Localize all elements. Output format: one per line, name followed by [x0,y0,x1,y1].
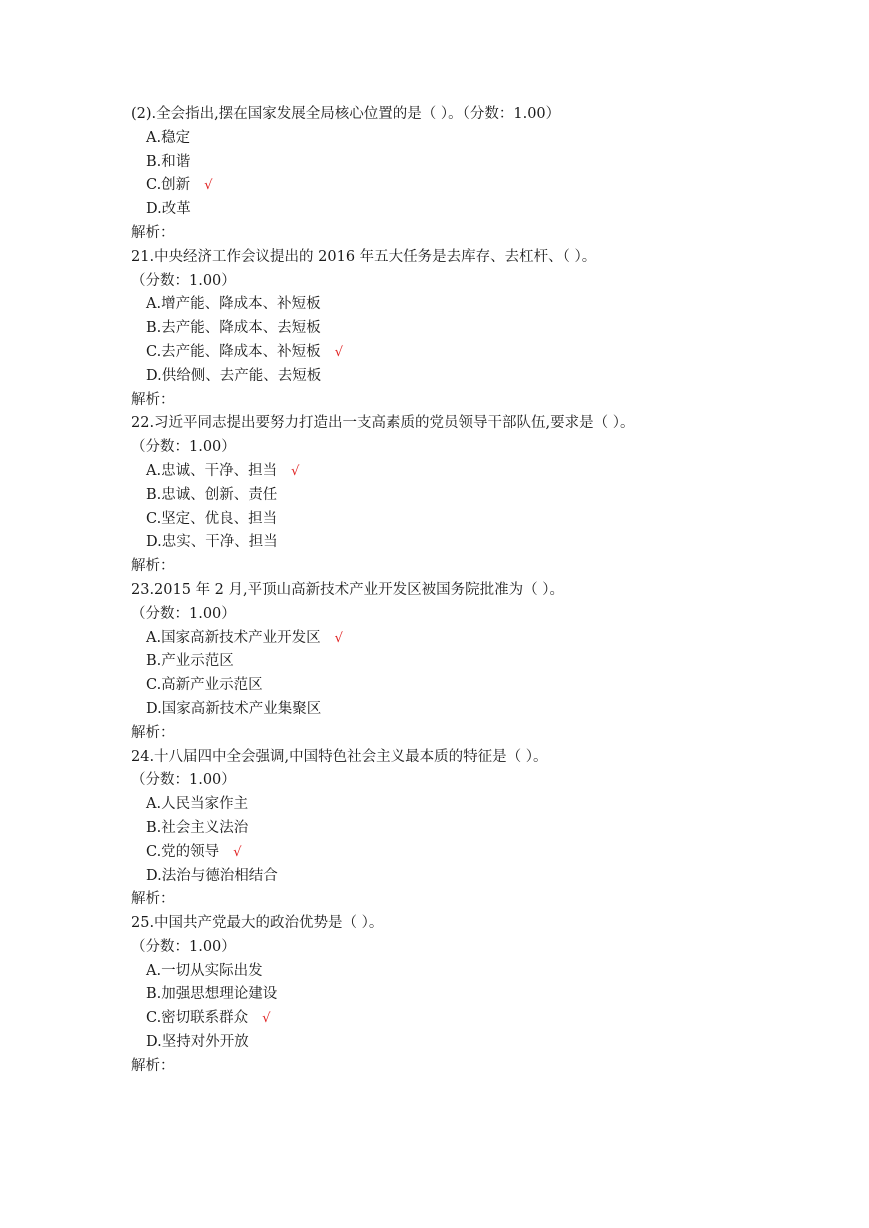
answer-option [131,508,751,532]
question-block [131,912,751,1079]
question-block [131,746,751,913]
answer-option [131,174,751,198]
question-score: （分数：1.00） [131,272,236,289]
answer-option [131,198,751,222]
question-block [131,246,751,413]
answer-option-text: B.和谐 [146,153,191,170]
question-block [131,103,751,246]
answer-option-text: D.忠实、干净、担当 [146,534,278,551]
answer-option-text: B.去产能、降成本、去短板 [146,320,321,337]
correct-check-icon: √ [334,344,343,360]
question-stem: (2).全会指出,摆在国家发展全局核心位置的是（ ）。（分数：1.00） [131,106,561,122]
answer-option [131,841,751,865]
answer-option [131,674,751,698]
answer-option-text: D.坚持对外开放 [146,1034,249,1051]
answer-option [131,793,751,817]
answer-option-text: A.一切从实际出发 [146,962,263,979]
analysis-label: 解析： [131,891,175,908]
answer-option-text: C.高新产业示范区 [146,677,263,694]
answer-option [131,341,751,365]
answer-option [131,698,751,722]
answer-option-text: D.国家高新技术产业集聚区 [146,700,322,717]
correct-check-icon: √ [291,463,300,479]
answer-option-text: C.坚定、优良、担当 [146,510,278,527]
question-stem: 25.中国共产党最大的政治优势是（ ）。 [131,915,384,932]
answer-option-text: C.党的领导 [146,843,220,860]
question-list [131,103,751,1079]
analysis-label: 解析： [131,391,175,408]
answer-option-text: B.忠诚、创新、责任 [146,486,278,503]
answer-option-text: B.社会主义法治 [146,819,249,836]
correct-check-icon: √ [233,844,242,860]
answer-option-text: D.改革 [146,201,191,218]
answer-option-text: C.密切联系群众 [146,1010,249,1027]
answer-option [131,865,751,889]
answer-option-text: A.稳定 [146,129,191,146]
answer-option-text: A.国家高新技术产业开发区 [146,629,321,646]
question-block [131,579,751,746]
answer-option [131,365,751,389]
answer-option-text: C.创新 [146,177,191,194]
question-score: （分数：1.00） [131,938,236,955]
answer-option [131,627,751,651]
answer-option [131,1007,751,1031]
answer-option [131,650,751,674]
answer-option [131,460,751,484]
answer-option [131,127,751,151]
answer-option [131,484,751,508]
question-stem: 21.中央经济工作会议提出的 2016 年五大任务是去库存、去杠杆、（ ）。 [131,248,597,265]
question-score: （分数：1.00） [131,439,236,456]
answer-option [131,531,751,555]
answer-option-text: D.供给侧、去产能、去短板 [146,367,322,384]
question-stem: 22.习近平同志提出要努力打造出一支高素质的党员领导干部队伍,要求是（ ）。 [131,415,635,432]
question-score: （分数：1.00） [131,772,236,789]
answer-option [131,151,751,175]
correct-check-icon: √ [262,1011,271,1027]
answer-option [131,1031,751,1055]
answer-option [131,960,751,984]
analysis-label: 解析： [131,1057,175,1074]
answer-option [131,983,751,1007]
answer-option-text: C.去产能、降成本、补短板 [146,343,321,360]
answer-option-text: A.人民当家作主 [146,796,249,813]
answer-option [131,817,751,841]
question-score: （分数：1.00） [131,605,236,622]
answer-option-text: A.增产能、降成本、补短板 [146,296,321,313]
analysis-label: 解析： [131,224,175,241]
question-block [131,412,751,579]
answer-option [131,317,751,341]
question-stem: 23.2015 年 2 月,平顶山高新技术产业开发区被国务院批准为（ ）。 [131,581,564,598]
correct-check-icon: √ [204,178,213,194]
analysis-label: 解析： [131,558,175,575]
answer-option-text: B.产业示范区 [146,653,234,670]
answer-option [131,293,751,317]
answer-option-text: D.法治与德治相结合 [146,867,278,884]
answer-option-text: B.加强思想理论建设 [146,986,278,1003]
answer-option-text: A.忠诚、干净、担当 [146,462,278,479]
analysis-label: 解析： [131,724,175,741]
correct-check-icon: √ [334,630,343,646]
question-stem: 24.十八届四中全会强调,中国特色社会主义最本质的特征是（ ）。 [131,748,548,765]
